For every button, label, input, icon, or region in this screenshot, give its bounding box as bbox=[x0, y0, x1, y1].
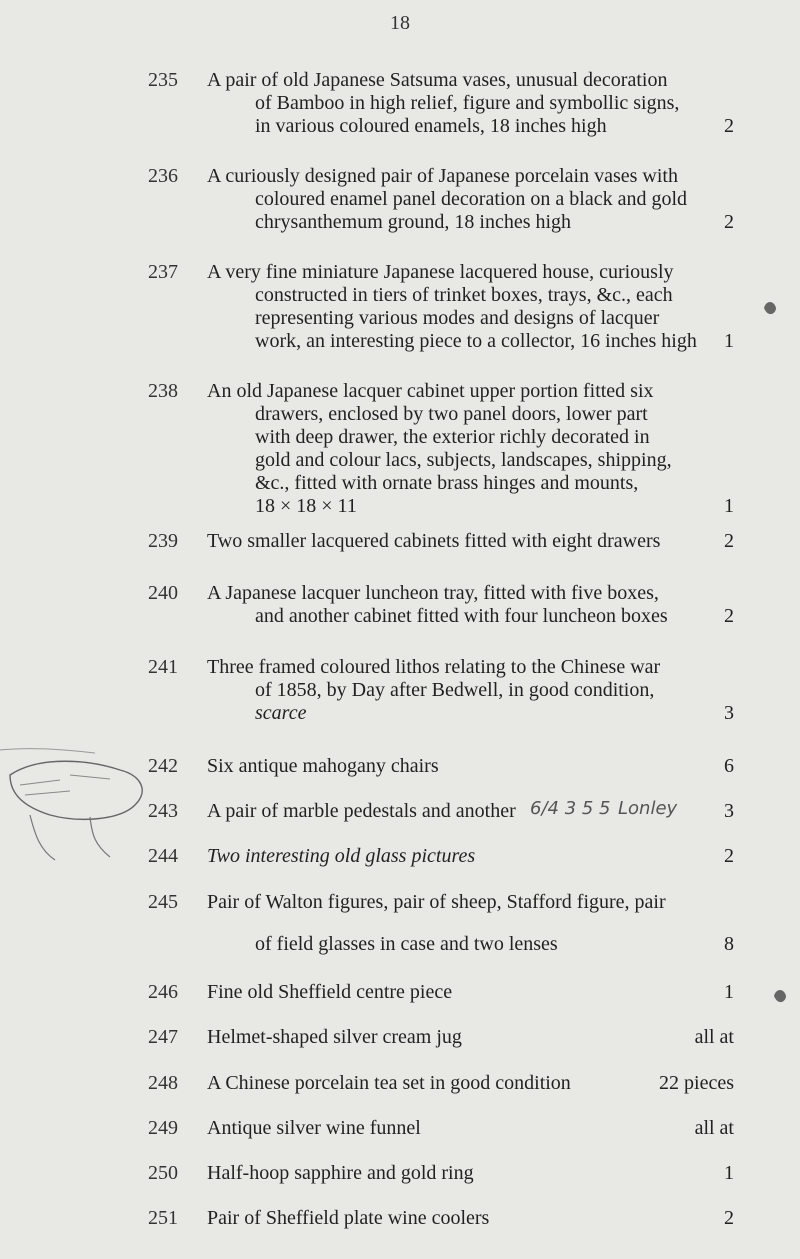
lot-quantity: 8 bbox=[724, 933, 734, 955]
lot-quantity: 2 bbox=[724, 845, 734, 867]
lot-number: 250 bbox=[148, 1162, 178, 1184]
lot-quantity: 2 bbox=[724, 530, 734, 552]
lot-description-line: drawers, enclosed by two panel doors, lower part bbox=[255, 403, 648, 425]
lot-quantity: 1 bbox=[724, 1162, 734, 1184]
lot-description-line: A pair of marble pedestals and another bbox=[207, 800, 516, 822]
lot-number: 249 bbox=[148, 1117, 178, 1139]
lot-number: 236 bbox=[148, 165, 178, 187]
lot-description-line: Pair of Walton figures, pair of sheep, Stafford figure, pair bbox=[207, 891, 666, 913]
lot-description-line: A Japanese lacquer luncheon tray, fitted with five boxes, bbox=[207, 582, 659, 604]
lot-description-line: Two interesting old glass pictures bbox=[207, 845, 476, 867]
lot-description-line: A Chinese porcelain tea set in good condition bbox=[207, 1072, 571, 1094]
lot-number: 240 bbox=[148, 582, 178, 604]
pencil-annotation-buyer: Lonley bbox=[618, 798, 678, 819]
lot-number: 245 bbox=[148, 891, 178, 913]
lot-quantity: 2 bbox=[724, 1207, 734, 1229]
pencil-doodle-sketch bbox=[0, 745, 180, 875]
lot-description-line: gold and colour lacs, subjects, landscapes, shipping, bbox=[255, 449, 672, 471]
lot-quantity: 2 bbox=[724, 605, 734, 627]
lot-description-line: Pair of Sheffield plate wine coolers bbox=[207, 1207, 490, 1229]
lot-description-line: A pair of old Japanese Satsuma vases, unusual decoration bbox=[207, 69, 668, 91]
lot-number: 239 bbox=[148, 530, 178, 552]
ink-spot bbox=[760, 298, 780, 320]
lot-description-line: &c., fitted with ornate brass hinges and mounts, bbox=[255, 472, 639, 494]
lot-description-line: coloured enamel panel decoration on a black and gold bbox=[255, 188, 688, 210]
lot-quantity: 3 bbox=[724, 800, 734, 822]
pencil-annotation-price: 6/4 3 5 5 bbox=[530, 798, 611, 819]
lot-description-line: of Bamboo in high relief, figure and symbollic signs, bbox=[255, 92, 680, 114]
lot-quantity: 22 pieces bbox=[659, 1072, 734, 1094]
lot-description-line: Helmet-shaped silver cream jug bbox=[207, 1026, 462, 1048]
lot-number: 248 bbox=[148, 1072, 178, 1094]
lot-description-line: Three framed coloured lithos relating to the Chinese war bbox=[207, 656, 661, 678]
lot-description-line: representing various modes and designs of lacquer bbox=[255, 307, 660, 329]
lot-description-line: An old Japanese lacquer cabinet upper portion fitted six bbox=[207, 380, 654, 402]
lot-number: 235 bbox=[148, 69, 178, 91]
lot-description-line: Six antique mahogany chairs bbox=[207, 755, 439, 777]
lot-description-line: of 1858, by Day after Bedwell, in good condition, bbox=[255, 679, 655, 701]
lot-description-line: constructed in tiers of trinket boxes, trays, &c., each bbox=[255, 284, 673, 306]
lot-description-line: with deep drawer, the exterior richly decorated in bbox=[255, 426, 650, 448]
lot-number: 246 bbox=[148, 981, 178, 1003]
lot-description-line: and another cabinet fitted with four luncheon boxes bbox=[255, 605, 668, 627]
lot-number: 251 bbox=[148, 1207, 178, 1229]
lot-description-line: in various coloured enamels, 18 inches high bbox=[255, 115, 607, 137]
lot-description-line: Two smaller lacquered cabinets fitted with eight drawers bbox=[207, 530, 661, 552]
lot-quantity: 1 bbox=[724, 495, 734, 517]
lot-description-line: work, an interesting piece to a collector, 16 inches high bbox=[255, 330, 697, 352]
lot-number: 244 bbox=[148, 845, 178, 867]
lot-quantity: 2 bbox=[724, 211, 734, 233]
lot-description-line: A very fine miniature Japanese lacquered house, curiously bbox=[207, 261, 674, 283]
lot-quantity: all at bbox=[694, 1026, 734, 1048]
lot-number: 237 bbox=[148, 261, 178, 283]
lot-description-line: of field glasses in case and two lenses bbox=[255, 933, 558, 955]
lot-quantity: 2 bbox=[724, 115, 734, 137]
lot-number: 247 bbox=[148, 1026, 178, 1048]
lot-number: 241 bbox=[148, 656, 178, 678]
lot-description-line: Fine old Sheffield centre piece bbox=[207, 981, 453, 1003]
lot-description-line: Antique silver wine funnel bbox=[207, 1117, 421, 1139]
lot-quantity: all at bbox=[694, 1117, 734, 1139]
lot-description-line: Half-hoop sapphire and gold ring bbox=[207, 1162, 474, 1184]
lot-quantity: 6 bbox=[724, 755, 734, 777]
lot-quantity: 3 bbox=[724, 702, 734, 724]
lot-description-line: 18 × 18 × 11 bbox=[255, 495, 357, 517]
lot-quantity: 1 bbox=[724, 981, 734, 1003]
lot-quantity: 1 bbox=[724, 330, 734, 352]
lot-number: 242 bbox=[148, 755, 178, 777]
lot-number: 243 bbox=[148, 800, 178, 822]
lot-number: 238 bbox=[148, 380, 178, 402]
lot-description-line: A curiously designed pair of Japanese porcelain vases with bbox=[207, 165, 678, 187]
ink-spot bbox=[770, 986, 790, 1008]
lot-description-line: chrysanthemum ground, 18 inches high bbox=[255, 211, 572, 233]
page-number: 18 bbox=[390, 12, 410, 34]
lot-description-line: scarce bbox=[255, 702, 307, 724]
